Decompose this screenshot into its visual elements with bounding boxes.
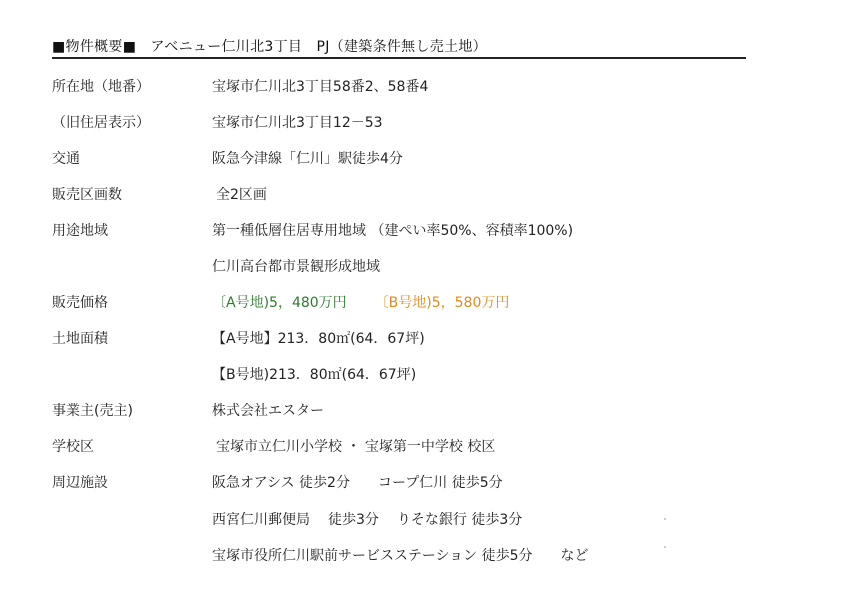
row-access xyxy=(52,148,752,168)
row-facilities-2 xyxy=(52,509,752,529)
document-title: ■物件概要■ アベニュー仁川北3丁目 PJ（建築条件無し売土地） xyxy=(52,39,487,55)
row-landscape xyxy=(52,256,752,276)
facility-coop: コープ仁川 徒歩5分 xyxy=(377,475,503,491)
area-b: 【B号地)213．80㎡(64．67坪) xyxy=(212,367,417,383)
landscape-value: 仁川高台都市景観形成地域 xyxy=(212,259,380,275)
facility-city-hall: 宝塚市役所仁川駅前サービスステーション 徒歩5分 xyxy=(212,548,533,564)
school-value: 宝塚市立仁川小学校 ・ 宝塚第一中学校 校区 xyxy=(216,439,496,455)
facilities-line-1 xyxy=(212,472,503,492)
access-label: 交通 xyxy=(52,151,80,167)
zoning-label: 用途地域 xyxy=(52,223,108,239)
facility-post-office-walk: 徒歩3分 xyxy=(328,512,379,528)
facilities-line-3 xyxy=(212,545,589,565)
developer-value: 株式会社エスター xyxy=(212,403,324,419)
price-a: 〔A号地)5，480万円 xyxy=(212,295,347,311)
lots-value: 全2区画 xyxy=(216,187,267,203)
facility-oasis: 阪急オアシス 徒歩2分 xyxy=(212,475,350,491)
row-school xyxy=(52,436,752,456)
row-lots xyxy=(52,184,752,204)
title-underline xyxy=(52,57,746,59)
row-facilities xyxy=(52,472,752,492)
row-price xyxy=(52,292,752,312)
old-address-label: （旧住居表示） xyxy=(52,115,150,131)
price-label: 販売価格 xyxy=(52,295,108,311)
developer-label: 事業主(売主) xyxy=(52,403,133,419)
lots-label: 販売区画数 xyxy=(52,187,122,203)
row-old-address xyxy=(52,112,752,132)
row-area-b xyxy=(52,364,752,384)
location-label: 所在地（地番） xyxy=(52,79,150,95)
facilities-line-2 xyxy=(212,509,522,529)
location-value: 宝塚市仁川北3丁目58番2、58番4 xyxy=(212,79,429,95)
facility-bank: りそな銀行 徒歩3分 xyxy=(396,512,523,528)
facility-etc: など xyxy=(560,548,589,564)
row-facilities-3 xyxy=(52,545,752,565)
school-label: 学校区 xyxy=(52,439,94,455)
row-developer xyxy=(52,400,752,420)
area-label: 土地面積 xyxy=(52,331,108,347)
row-zoning xyxy=(52,220,752,240)
row-location xyxy=(52,76,752,96)
old-address-value: 宝塚市仁川北3丁目12－53 xyxy=(212,115,383,131)
scan-speck xyxy=(664,546,666,548)
facility-post-office: 西宮仁川郵便局 xyxy=(212,512,310,528)
zoning-value: 第一種低層住居専用地域 （建ぺい率50%、容積率100%) xyxy=(212,223,574,239)
price-b: 〔B号地)5，580万円 xyxy=(374,295,510,311)
facilities-label: 周辺施設 xyxy=(52,475,108,491)
row-area xyxy=(52,328,752,348)
access-value: 阪急今津線「仁川」駅徒歩4分 xyxy=(212,151,403,167)
scan-speck xyxy=(664,518,666,520)
area-a: 【A号地】213．80㎡(64．67坪) xyxy=(212,331,425,347)
price-values xyxy=(212,292,509,312)
